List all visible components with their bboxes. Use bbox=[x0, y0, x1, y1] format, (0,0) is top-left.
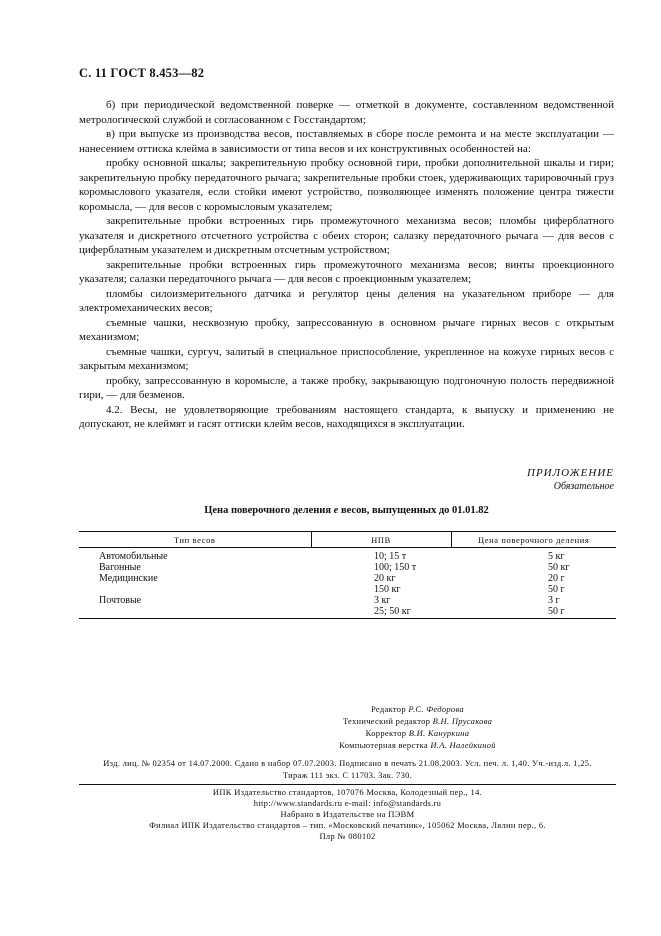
paragraph: б) при периодической ведомственной поверке — отметкой в документе, составленном ведомственной метрологической службой и согласованном с Госстандартом; bbox=[79, 99, 614, 126]
license-number: Плр № 080102 bbox=[319, 831, 376, 841]
paragraph: в) при выпуске из производства весов, поставляемых в сборе после ремонта и на месте эксплуатации — нанесением оттиска клейма в зависимости от типа весов и их конструктивных особенностей на: bbox=[79, 128, 614, 155]
paragraph: съемные чашки, несквозную пробку, запрессованную в основном рычаге гирных весов с открытым механизмом; bbox=[79, 316, 614, 343]
credit-corrector bbox=[79, 727, 616, 739]
cell-npv: 10; 15 т bbox=[374, 551, 407, 562]
credit-label: Редактор bbox=[371, 704, 409, 714]
cell-npv: 25; 50 кг bbox=[311, 606, 451, 619]
cell-type: Вагонные bbox=[99, 562, 141, 573]
credit-editor bbox=[79, 703, 616, 715]
cell-division: 3 г bbox=[548, 595, 560, 606]
cell-npv: 150 кг bbox=[374, 584, 401, 595]
publication-details: Изд. лиц. № 02354 от 14.07.2000. Сдано в набор 07.07.2003. Подписано в печать 21.08.2003. Усл. печ. л. 1,40. Уч.-изд.л. 1,25. bbox=[103, 758, 592, 768]
column-header-division: Цена поверочного деления bbox=[451, 532, 616, 548]
paragraph: пломбы силоизмерительного датчика и регулятор цены деления на указательном приборе — для электромеханических весов; bbox=[79, 287, 614, 314]
table-row bbox=[79, 562, 616, 573]
appendix-subtitle: Обязательное bbox=[553, 481, 614, 492]
body-text bbox=[79, 98, 614, 432]
credit-tech-editor bbox=[79, 715, 616, 727]
cell-type: Автомобильные bbox=[99, 551, 168, 562]
cell-npv: 100; 150 т bbox=[374, 562, 417, 573]
print-run: Тираж 111 экз. С 11703. Зак. 730. bbox=[282, 770, 413, 780]
publisher-footer bbox=[79, 787, 616, 842]
cell-npv: 20 кг bbox=[374, 573, 396, 584]
table-row bbox=[79, 606, 616, 619]
credit-person: В.И. Кануркина bbox=[408, 728, 470, 738]
paragraph: пробку, запрессованную в коромысле, а также пробку, закрывающую подгоночную полость передвижной гири, — для безменов. bbox=[79, 374, 614, 401]
paragraph: съемные чашки, сургуч, залитый в специальное приспособление, укрепленное на кожухе гирных весов с закрытым механизмом; bbox=[79, 345, 614, 372]
paragraph: закрепительные пробки встроенных гирь промежуточного механизма весов; винты проекционного указателя; салазки передаточного рычага — для весов с проекционным указателем; bbox=[79, 258, 614, 285]
cell-division: 5 кг bbox=[548, 551, 565, 562]
appendix-label bbox=[527, 466, 614, 494]
caption-variable: e bbox=[333, 505, 339, 516]
table-row bbox=[79, 548, 616, 563]
printing-branch: Филиал ИПК Издательство стандартов – тип. «Московский печатник», 105062 Москва, Лялин пер., 6. bbox=[149, 820, 546, 830]
imprint-credits bbox=[79, 703, 616, 781]
footer-divider bbox=[79, 784, 616, 785]
credit-label: Технический редактор bbox=[342, 716, 433, 726]
cell-type: Медицинские bbox=[99, 573, 158, 584]
credit-person: В.Н. Прусакова bbox=[432, 716, 493, 726]
verification-table bbox=[79, 531, 616, 619]
paragraph: закрепительные пробки встроенных гирь промежуточного механизма весов; пломбы циферблатного указателя и дискретного отсчетного устройства с обеих сторон; салазку передаточного рычага — для весов с циферблатным указателем и дискретным отсчетным устройством; bbox=[79, 215, 614, 256]
caption-text-end: весов, выпущенных до 01.01.82 bbox=[338, 505, 489, 516]
cell-division: 50 г bbox=[451, 606, 616, 619]
column-header-type: Тип весов bbox=[79, 532, 311, 548]
credit-person: И.А. Налейкиной bbox=[430, 740, 496, 750]
cell-type: Почтовые bbox=[99, 595, 142, 606]
table-row bbox=[79, 573, 616, 584]
publisher-address: ИПК Издательство стандартов, 107076 Москва, Колодезный пер., 14. bbox=[212, 787, 483, 797]
table-row bbox=[79, 595, 616, 606]
paragraph: пробку основной шкалы; закрепительную пробку основной гири, пробки дополнительной шкалы и гири; закрепительную пробку передаточного рычага; закрепительные пробки стоек, удерживающих тарировочный груз коромыслового указателя, если стойки имеют устройство, позволяющее изменять положение центра тяжести коромысла, — для весов с коромысловым указателем; bbox=[79, 157, 614, 213]
cell-type bbox=[79, 606, 311, 619]
page-header: С. 11 ГОСТ 8.453—82 bbox=[79, 66, 205, 80]
table-caption bbox=[79, 505, 614, 516]
cell-division: 20 г bbox=[548, 573, 565, 584]
appendix-title: ПРИЛОЖЕНИЕ bbox=[527, 467, 614, 479]
publisher-contacts: http://www.standards.ru e-mail: info@standards.ru bbox=[253, 798, 442, 808]
typeset-note: Набрано в Издательстве на ПЭВМ bbox=[280, 809, 415, 819]
cell-division: 50 кг bbox=[548, 562, 570, 573]
credit-layout bbox=[79, 739, 616, 751]
cell-npv: 3 кг bbox=[374, 595, 391, 606]
credit-person: Р.С. Федорова bbox=[408, 704, 464, 714]
cell-type bbox=[79, 584, 311, 595]
table-row bbox=[79, 584, 616, 595]
cell-division: 50 г bbox=[548, 584, 565, 595]
column-header-npv: НПВ bbox=[311, 532, 451, 548]
credit-label: Корректор bbox=[365, 728, 409, 738]
caption-text: Цена поверочного деления bbox=[204, 505, 334, 516]
paragraph: 4.2. Весы, не удовлетворяющие требованиям настоящего стандарта, к выпуску и применению не допускают, не клеймят и гасят оттиски клейм весов, находящихся в эксплуатации. bbox=[79, 403, 614, 430]
credit-label: Компьютерная верстка bbox=[339, 740, 431, 750]
